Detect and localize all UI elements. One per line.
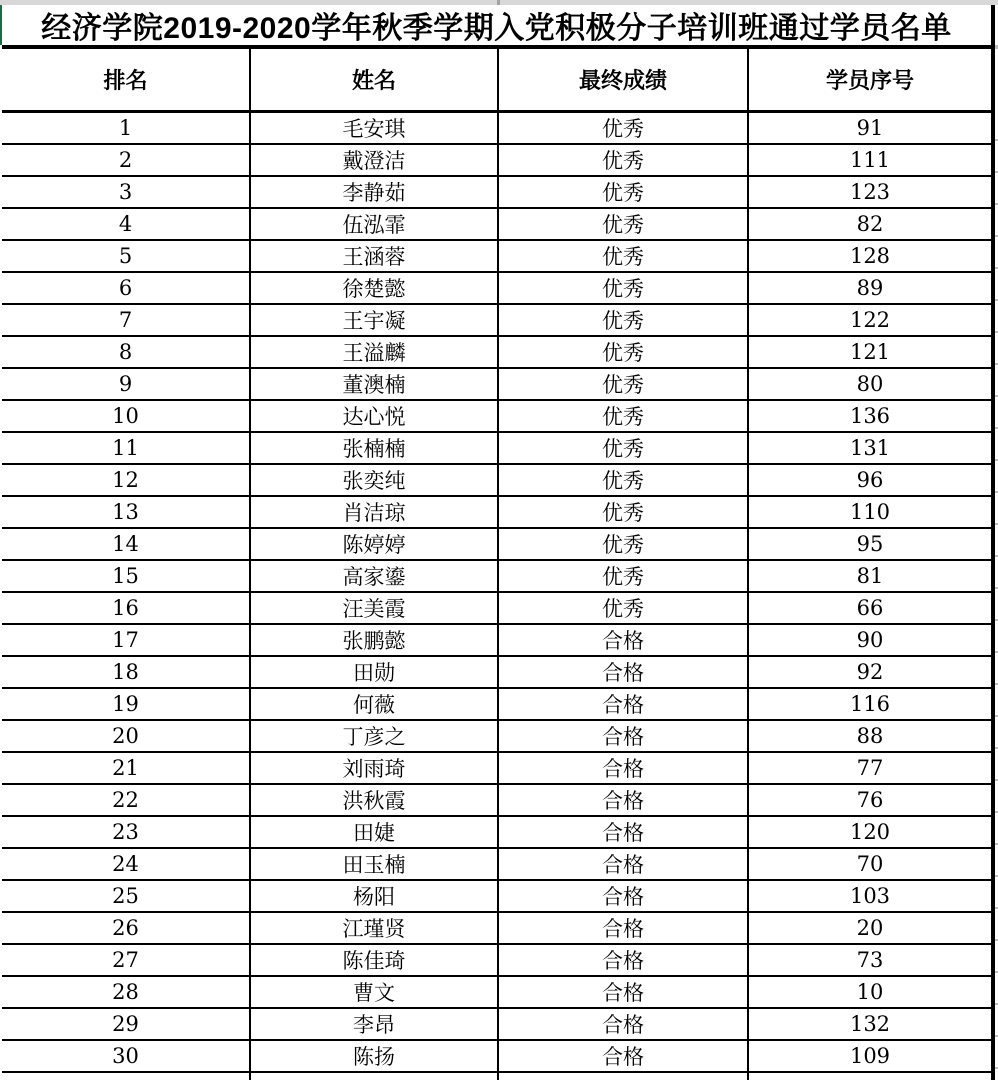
table-row xyxy=(2,529,995,561)
table-row xyxy=(2,913,995,945)
roster-table xyxy=(2,5,995,1080)
table-row xyxy=(2,945,995,977)
name-cell[interactable]: 戴澄洁 xyxy=(251,145,499,175)
rank-cell[interactable]: 5 xyxy=(2,241,251,271)
table-row xyxy=(2,721,995,753)
grade-cell[interactable]: 优秀 xyxy=(499,177,749,207)
table-row xyxy=(2,337,995,369)
header-cell-rank[interactable]: 排名 xyxy=(2,49,251,110)
table-row xyxy=(2,753,995,785)
name-cell[interactable]: 陈扬 xyxy=(251,1041,499,1071)
grade-cell[interactable]: 优秀 xyxy=(499,273,749,303)
table-header-row xyxy=(2,49,995,113)
table-row xyxy=(2,305,995,337)
grade-cell[interactable]: 合格 xyxy=(499,977,749,1007)
grade-cell[interactable]: 优秀 xyxy=(499,337,749,367)
serial-cell[interactable]: 120 xyxy=(749,817,995,847)
grade-cell[interactable]: 合格 xyxy=(499,1009,749,1039)
grade-cell[interactable]: 合格 xyxy=(499,689,749,719)
grade-cell[interactable]: 优秀 xyxy=(499,497,749,527)
rank-cell[interactable]: 21 xyxy=(2,753,251,783)
table-row xyxy=(2,657,995,689)
rank-cell[interactable]: 29 xyxy=(2,1009,251,1039)
table-row xyxy=(2,145,995,177)
name-cell[interactable]: 田勋 xyxy=(251,657,499,687)
serial-cell[interactable]: 116 xyxy=(749,689,995,719)
table-body xyxy=(2,113,995,1073)
serial-cell[interactable]: 123 xyxy=(749,177,995,207)
table-row xyxy=(2,209,995,241)
name-cell[interactable]: 张奕纯 xyxy=(251,465,499,495)
rank-cell[interactable]: 19 xyxy=(2,689,251,719)
serial-cell[interactable]: 20 xyxy=(749,913,995,943)
serial-cell[interactable]: 76 xyxy=(749,785,995,815)
table-row xyxy=(2,177,995,209)
rank-cell[interactable]: 27 xyxy=(2,945,251,975)
grade-cell[interactable]: 优秀 xyxy=(499,209,749,239)
name-cell[interactable]: 杨阳 xyxy=(251,881,499,911)
table-row xyxy=(2,401,995,433)
grade-cell[interactable]: 优秀 xyxy=(499,305,749,335)
table-row xyxy=(2,785,995,817)
grade-cell[interactable]: 合格 xyxy=(499,913,749,943)
table-row xyxy=(2,881,995,913)
name-cell[interactable]: 曹文 xyxy=(251,977,499,1007)
serial-cell[interactable]: 82 xyxy=(749,209,995,239)
table-row xyxy=(2,817,995,849)
grade-cell[interactable]: 优秀 xyxy=(499,145,749,175)
serial-cell[interactable]: 122 xyxy=(749,305,995,335)
table-row xyxy=(2,369,995,401)
rank-cell[interactable]: 1 xyxy=(2,113,251,143)
rank-cell[interactable]: 30 xyxy=(2,1041,251,1071)
header-cell-serial[interactable]: 学员序号 xyxy=(749,49,995,110)
rank-cell[interactable]: 3 xyxy=(2,177,251,207)
grade-cell[interactable]: 优秀 xyxy=(499,401,749,431)
rank-cell[interactable]: 25 xyxy=(2,881,251,911)
rank-cell[interactable]: 9 xyxy=(2,369,251,399)
table-row xyxy=(2,497,995,529)
grade-cell[interactable]: 合格 xyxy=(499,657,749,687)
name-cell[interactable]: 王涵蓉 xyxy=(251,241,499,271)
name-cell[interactable]: 刘雨琦 xyxy=(251,753,499,783)
table-row xyxy=(2,465,995,497)
name-cell[interactable]: 伍泓霏 xyxy=(251,209,499,239)
serial-cell[interactable]: 73 xyxy=(749,945,995,975)
grade-cell[interactable]: 合格 xyxy=(499,849,749,879)
grade-cell[interactable]: 合格 xyxy=(499,817,749,847)
rank-cell[interactable]: 10 xyxy=(2,401,251,431)
table-row xyxy=(2,849,995,881)
rank-cell[interactable]: 7 xyxy=(2,305,251,335)
grade-cell[interactable]: 合格 xyxy=(499,881,749,911)
table-row xyxy=(2,241,995,273)
table-row xyxy=(2,561,995,593)
serial-cell-partial xyxy=(749,1073,995,1080)
header-cell-grade[interactable]: 最终成绩 xyxy=(499,49,749,110)
name-cell[interactable]: 何薇 xyxy=(251,689,499,719)
grade-cell[interactable]: 合格 xyxy=(499,785,749,815)
rank-cell-partial xyxy=(2,1073,251,1080)
table-row xyxy=(2,625,995,657)
serial-cell[interactable]: 128 xyxy=(749,241,995,271)
serial-cell[interactable]: 131 xyxy=(749,433,995,463)
grade-cell[interactable]: 合格 xyxy=(499,753,749,783)
serial-cell[interactable]: 77 xyxy=(749,753,995,783)
name-cell[interactable]: 李静茹 xyxy=(251,177,499,207)
rank-cell[interactable]: 22 xyxy=(2,785,251,815)
grade-cell[interactable]: 合格 xyxy=(499,945,749,975)
table-row xyxy=(2,273,995,305)
table-row xyxy=(2,1009,995,1041)
serial-cell[interactable]: 66 xyxy=(749,593,995,623)
name-cell[interactable]: 徐楚懿 xyxy=(251,273,499,303)
rank-cell[interactable]: 13 xyxy=(2,497,251,527)
serial-cell[interactable]: 109 xyxy=(749,1041,995,1071)
rank-cell[interactable]: 4 xyxy=(2,209,251,239)
grade-cell[interactable]: 优秀 xyxy=(499,433,749,463)
rank-cell[interactable]: 6 xyxy=(2,273,251,303)
grade-cell[interactable]: 优秀 xyxy=(499,561,749,591)
grade-cell[interactable]: 合格 xyxy=(499,1041,749,1071)
rank-cell[interactable]: 8 xyxy=(2,337,251,367)
grade-cell[interactable]: 优秀 xyxy=(499,369,749,399)
rank-cell[interactable]: 26 xyxy=(2,913,251,943)
rank-cell[interactable]: 12 xyxy=(2,465,251,495)
grade-cell[interactable]: 优秀 xyxy=(499,465,749,495)
serial-cell[interactable]: 111 xyxy=(749,145,995,175)
rank-cell[interactable]: 23 xyxy=(2,817,251,847)
rank-cell[interactable]: 17 xyxy=(2,625,251,655)
name-cell[interactable]: 陈佳琦 xyxy=(251,945,499,975)
name-cell[interactable]: 陈婷婷 xyxy=(251,529,499,559)
serial-cell[interactable]: 95 xyxy=(749,529,995,559)
rank-cell[interactable]: 18 xyxy=(2,657,251,687)
table-row xyxy=(2,977,995,1009)
name-cell[interactable]: 张楠楠 xyxy=(251,433,499,463)
rank-cell[interactable]: 11 xyxy=(2,433,251,463)
grade-cell-partial xyxy=(499,1073,749,1080)
name-cell[interactable]: 肖洁琼 xyxy=(251,497,499,527)
name-cell[interactable]: 毛安琪 xyxy=(251,113,499,143)
grade-cell[interactable]: 优秀 xyxy=(499,529,749,559)
serial-cell[interactable]: 90 xyxy=(749,625,995,655)
serial-cell[interactable]: 136 xyxy=(749,401,995,431)
rank-cell[interactable]: 24 xyxy=(2,849,251,879)
grade-cell[interactable]: 优秀 xyxy=(499,113,749,143)
name-cell[interactable]: 董澳楠 xyxy=(251,369,499,399)
name-cell[interactable]: 洪秋霞 xyxy=(251,785,499,815)
rank-cell[interactable]: 20 xyxy=(2,721,251,751)
name-cell[interactable]: 李昂 xyxy=(251,1009,499,1039)
name-cell-partial xyxy=(251,1073,499,1080)
serial-cell[interactable]: 96 xyxy=(749,465,995,495)
rank-cell[interactable]: 28 xyxy=(2,977,251,1007)
rank-cell[interactable]: 2 xyxy=(2,145,251,175)
name-cell[interactable]: 王宇凝 xyxy=(251,305,499,335)
name-cell[interactable]: 高家鎏 xyxy=(251,561,499,591)
name-cell[interactable]: 江瑾贤 xyxy=(251,913,499,943)
name-cell[interactable]: 达心悦 xyxy=(251,401,499,431)
serial-cell[interactable]: 110 xyxy=(749,497,995,527)
serial-cell[interactable]: 92 xyxy=(749,657,995,687)
serial-cell[interactable]: 103 xyxy=(749,881,995,911)
table-row xyxy=(2,433,995,465)
name-cell[interactable]: 田婕 xyxy=(251,817,499,847)
serial-cell[interactable]: 88 xyxy=(749,721,995,751)
table-row xyxy=(2,689,995,721)
serial-cell[interactable]: 121 xyxy=(749,337,995,367)
grade-cell[interactable]: 优秀 xyxy=(499,241,749,271)
serial-cell[interactable]: 89 xyxy=(749,273,995,303)
serial-cell[interactable]: 70 xyxy=(749,849,995,879)
header-cell-name[interactable]: 姓名 xyxy=(251,49,499,110)
grade-cell[interactable]: 优秀 xyxy=(499,593,749,623)
partial-next-row xyxy=(2,1073,995,1080)
table-row xyxy=(2,1041,995,1073)
rank-cell[interactable]: 14 xyxy=(2,529,251,559)
grade-cell[interactable]: 合格 xyxy=(499,625,749,655)
rank-cell[interactable]: 16 xyxy=(2,593,251,623)
serial-cell[interactable]: 132 xyxy=(749,1009,995,1039)
serial-cell[interactable]: 91 xyxy=(749,113,995,143)
serial-cell[interactable]: 81 xyxy=(749,561,995,591)
rank-cell[interactable]: 15 xyxy=(2,561,251,591)
name-cell[interactable]: 王溢麟 xyxy=(251,337,499,367)
serial-cell[interactable]: 80 xyxy=(749,369,995,399)
table-row xyxy=(2,593,995,625)
table-title[interactable]: 经济学院2019-2020学年秋季学期入党积极分子培训班通过学员名单 xyxy=(2,5,995,49)
name-cell[interactable]: 张鹏懿 xyxy=(251,625,499,655)
name-cell[interactable]: 田玉楠 xyxy=(251,849,499,879)
grade-cell[interactable]: 合格 xyxy=(499,721,749,751)
table-row xyxy=(2,113,995,145)
serial-cell[interactable]: 10 xyxy=(749,977,995,1007)
name-cell[interactable]: 汪美霞 xyxy=(251,593,499,623)
name-cell[interactable]: 丁彦之 xyxy=(251,721,499,751)
